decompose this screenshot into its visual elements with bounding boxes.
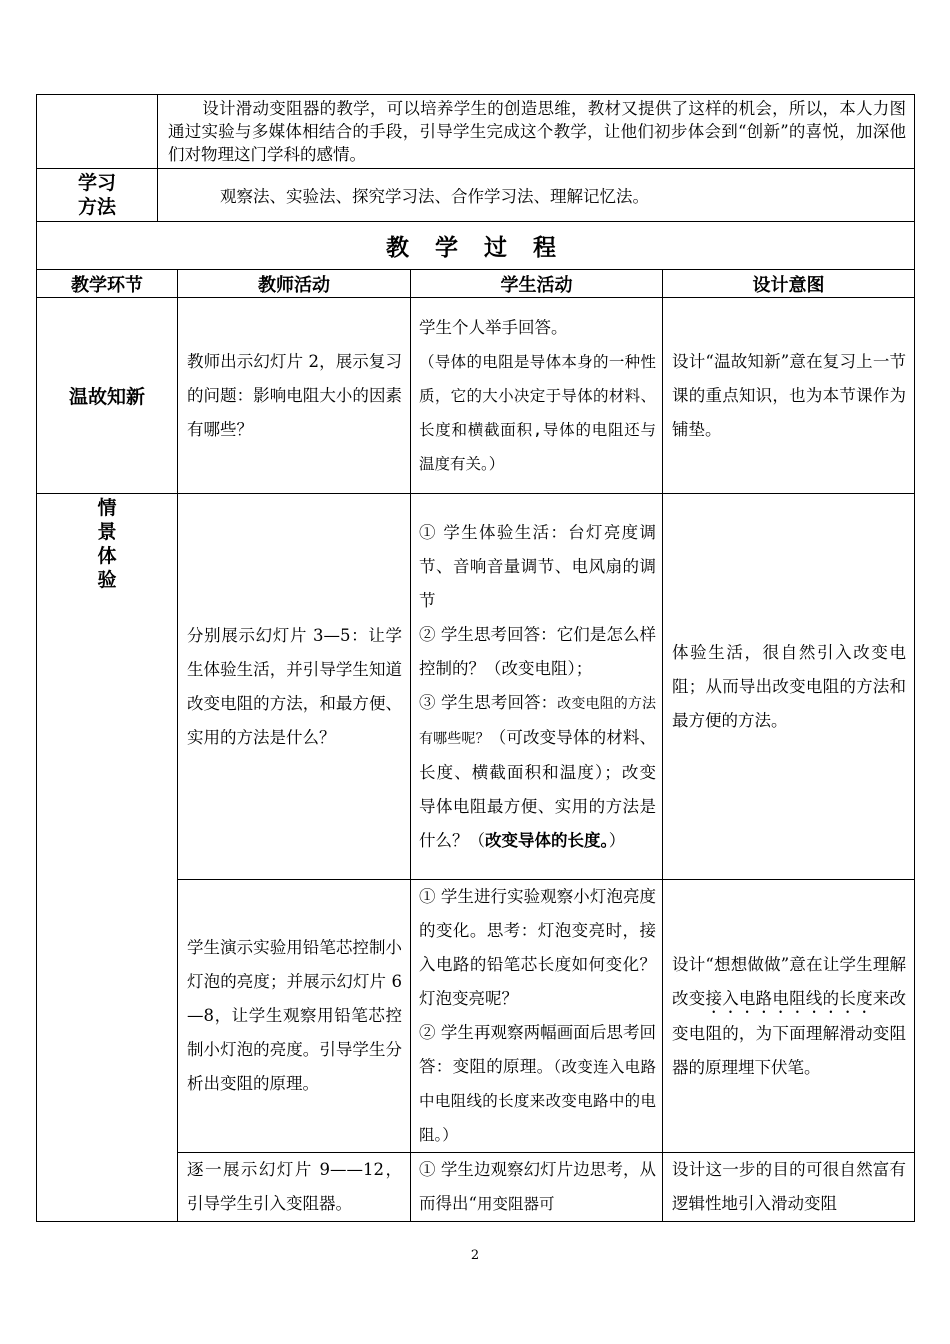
- scene2-intent: [663, 880, 915, 1153]
- scene3-intent: 设计这一步的目的可很自然富有逻辑性地引入滑动变阻: [663, 1153, 915, 1222]
- scene2-teacher: 学生演示实验用铅笔芯控制小灯泡的亮度；并展示幻灯片 6—8，让学生观察用铅笔芯控制小灯泡的亮度。引导学生分析出变阻的原理。: [178, 880, 411, 1153]
- scene3-student: [411, 1153, 663, 1222]
- process-table: [36, 221, 915, 1222]
- scene1-student-p3: [419, 686, 656, 858]
- scene1-student-p2: ② 学生思考回答：它们是怎么样控制的？（改变电阻）；: [419, 624, 656, 678]
- scene1-student: [411, 494, 663, 880]
- scene2-student-p2: [419, 1016, 656, 1152]
- scene-row-1: [37, 494, 915, 880]
- review-student-note: （导体的电阻是导体本身的一种性质，它的大小决定于导体的材料、长度和横截面积,导体的电阻还与温度有关。）: [419, 352, 656, 473]
- scene2-student-p1: ① 学生进行实验观察小灯泡亮度的变化。思考：灯泡变亮时，接入电路的铅笔芯长度如何变化？灯泡变亮呢？: [419, 887, 656, 1008]
- scene1-student-p3e: ）: [608, 830, 626, 850]
- method-label-line1: 学习: [77, 172, 116, 194]
- header-intent: 设计意图: [663, 270, 915, 298]
- scene1-student-p3c: （可改变导体的材料、长度、横截面积和温度）；改变导体电阻最方便、实用的方法是什么？（: [419, 727, 657, 850]
- scene2-student-p2-text: ② 学生再观察两幅画面后思考回答：变阻的原理。: [419, 1023, 656, 1076]
- scene1-student-p3a: ③ 学生思考回答：: [419, 692, 558, 712]
- scene2-student-note: （改变连入电路中电阻线的长度来改变电路中的电阻。）: [419, 1058, 656, 1144]
- scene-stage-char: 体: [97, 545, 117, 567]
- scene3-student-a: ① 学生边观察幻灯片边思考，从而得出“: [419, 1160, 656, 1213]
- intro-row: [37, 95, 915, 169]
- page-number: 2: [470, 1248, 480, 1263]
- scene-stage-char: 验: [97, 569, 117, 591]
- review-student-line: 学生个人举手回答。: [419, 317, 568, 337]
- intro-label-cell: [37, 95, 158, 169]
- method-label: [37, 169, 158, 222]
- scene3-student-b: 用变阻器可: [476, 1195, 555, 1213]
- scene1-intent: 体验生活，很自然引入改变电阻；从而导出改变电阻的方法和最方便的方法。: [663, 494, 915, 880]
- top-table: [36, 94, 915, 222]
- scene1-teacher: 分别展示幻灯片 3—5：让学生体验生活，并引导学生知道改变电阻的方法，和最方便、实用的方法是什么？: [178, 494, 411, 880]
- header-student: 学生活动: [411, 270, 663, 298]
- scene-stage-char: 情: [97, 497, 117, 519]
- method-label-line2: 方法: [77, 196, 116, 218]
- scene3-teacher: 逐一展示幻灯片 9——12，引导学生引入变阻器。: [178, 1153, 411, 1222]
- review-row: [37, 298, 915, 494]
- intro-cell: [158, 95, 915, 169]
- scene2-intent-c: 来改变电阻的，为下面理解滑动变阻器的原理埋下伏笔。: [672, 988, 907, 1077]
- scene1-student-p1: ① 学生体验生活：台灯亮度调节、音响音量调节、电风扇的调节: [419, 522, 656, 610]
- scene1-student-p3d: 改变导体的长度。: [485, 830, 609, 850]
- scene-stage-char: 景: [97, 521, 117, 543]
- scene2-intent-a: 设计“想想做做”意在让学生理解改变: [672, 954, 907, 1008]
- review-stage: 温故知新: [37, 298, 178, 494]
- scene2-student: [411, 880, 663, 1153]
- scene-stage: [37, 494, 178, 1222]
- header-teacher: 教师活动: [178, 270, 411, 298]
- method-row: [37, 169, 915, 222]
- review-student: [411, 298, 663, 494]
- scene2-intent-emphasis: 接入电路电阻线的长度: [705, 988, 873, 1008]
- header-row: [37, 270, 915, 298]
- review-intent: 设计“温故知新”意在复习上一节课的重点知识，也为本节课作为铺垫。: [663, 298, 915, 494]
- review-teacher: 教师出示幻灯片 2，展示复习的问题：影响电阻大小的因素有哪些？: [178, 298, 411, 494]
- scene1-student-p3b: 改变电阻的方法有哪些呢？: [419, 695, 656, 747]
- header-stage: 教学环节: [37, 270, 178, 298]
- process-title: 教 学 过 程: [37, 222, 915, 270]
- method-text: 观察法、实验法、探究学习法、合作学习法、理解记忆法。: [158, 169, 915, 222]
- intro-text: 设计滑动变阻器的教学，可以培养学生的创造思维，教材又提供了这样的机会，所以，本人力图通过实验与多媒体相结合的手段，引导学生完成这个教学，让他们初步体会到“创新”的喜悦，加深他们对物理这门学科的感情。: [168, 99, 906, 164]
